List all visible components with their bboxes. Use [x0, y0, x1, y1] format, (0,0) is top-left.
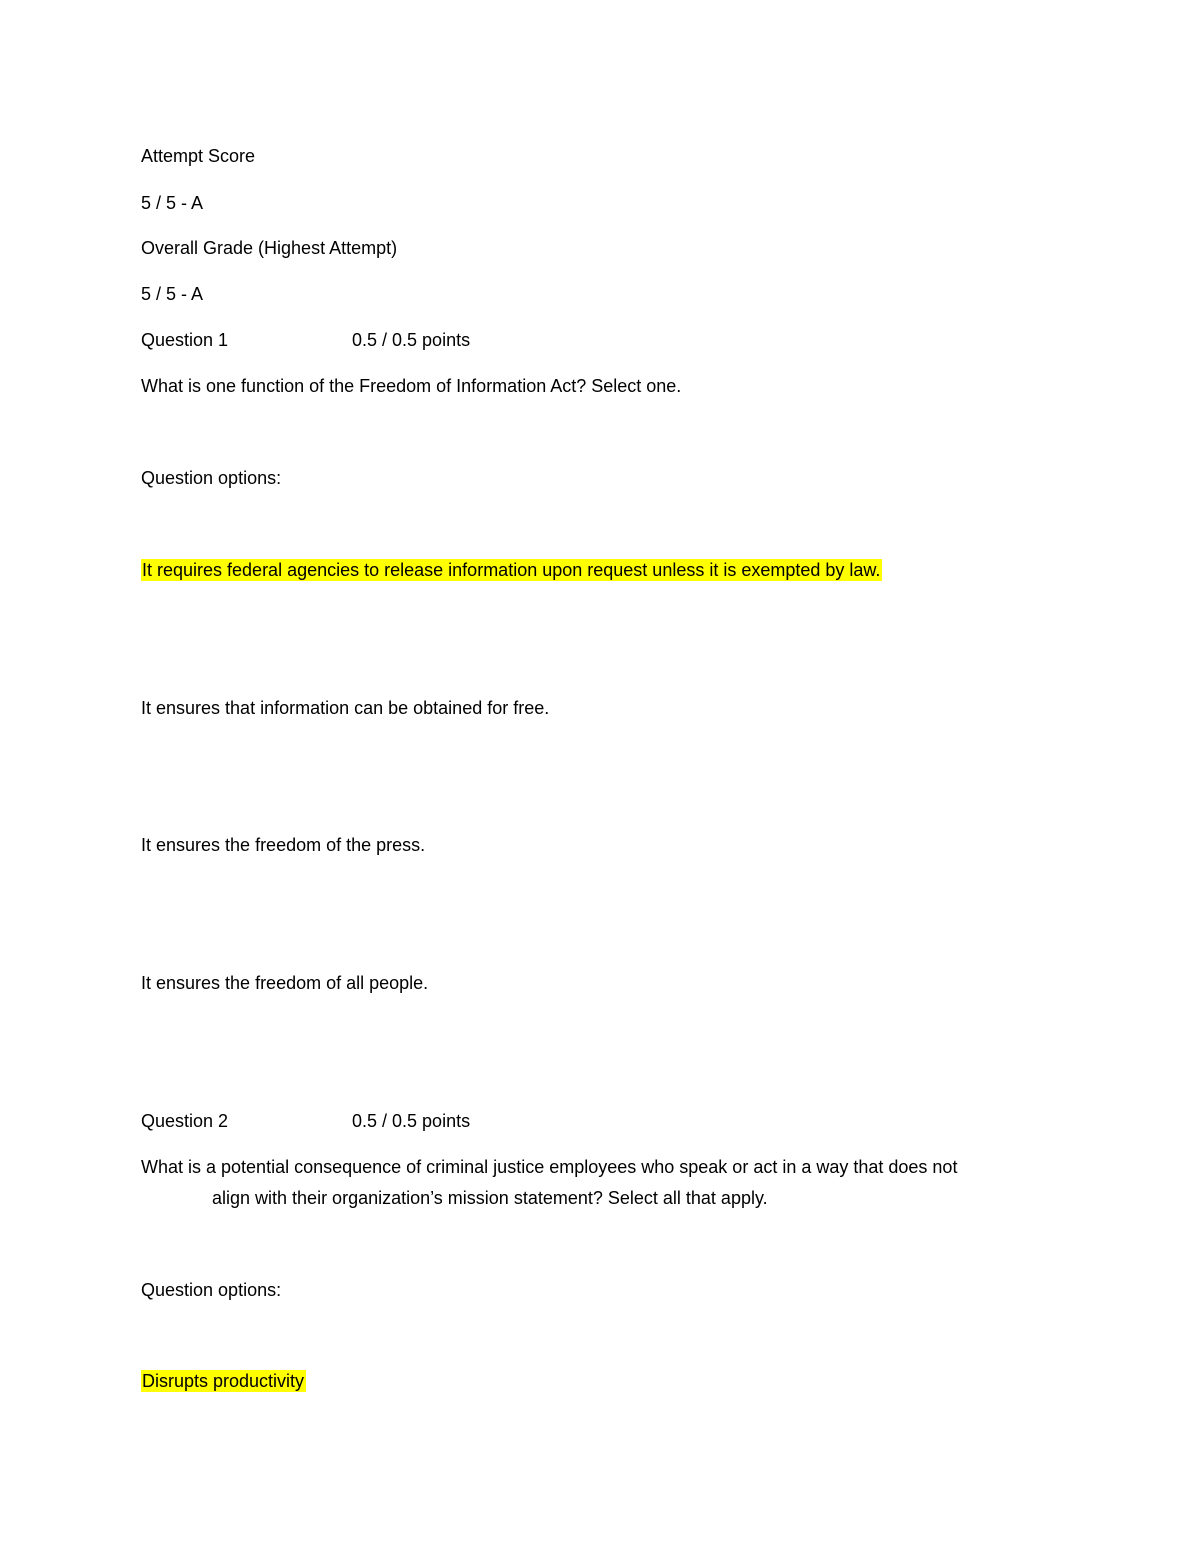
question-1-option-4: It ensures the freedom of all people. — [141, 973, 429, 993]
question-2-header — [141, 1110, 470, 1132]
question-1-option-1 — [141, 559, 882, 581]
question-1-option-2: It ensures that information can be obtained for free. — [141, 698, 550, 718]
overall-grade-value: 5 / 5 - A — [141, 284, 204, 304]
attempt-score-value: 5 / 5 - A — [141, 193, 204, 213]
question-2-option-1 — [141, 1370, 306, 1392]
question-2-prompt-line-1: What is a potential consequence of criminal justice employees who speak or act in a way that does not — [141, 1157, 958, 1177]
question-1-prompt: What is one function of the Freedom of Information Act? Select one. — [141, 376, 682, 396]
question-2-options-label: Question options: — [141, 1280, 282, 1300]
question-1-options-label: Question options: — [141, 468, 282, 488]
question-1-option-3: It ensures the freedom of the press. — [141, 835, 426, 855]
highlighted-answer: Disrupts productivity — [142, 1371, 305, 1391]
overall-grade-label: Overall Grade (Highest Attempt) — [141, 238, 398, 258]
question-1-points: 0.5 / 0.5 points — [352, 330, 471, 350]
question-1-label: Question 1 — [141, 330, 229, 350]
attempt-score-label: Attempt Score — [141, 146, 256, 166]
question-2-label: Question 2 — [141, 1111, 229, 1131]
question-2-points: 0.5 / 0.5 points — [352, 1111, 471, 1131]
highlighted-answer: It requires federal agencies to release information upon request unless it is exempted by law. — [142, 560, 881, 580]
question-2-prompt-line-2: align with their organization’s mission statement? Select all that apply. — [212, 1188, 768, 1208]
question-1-header — [141, 329, 470, 351]
